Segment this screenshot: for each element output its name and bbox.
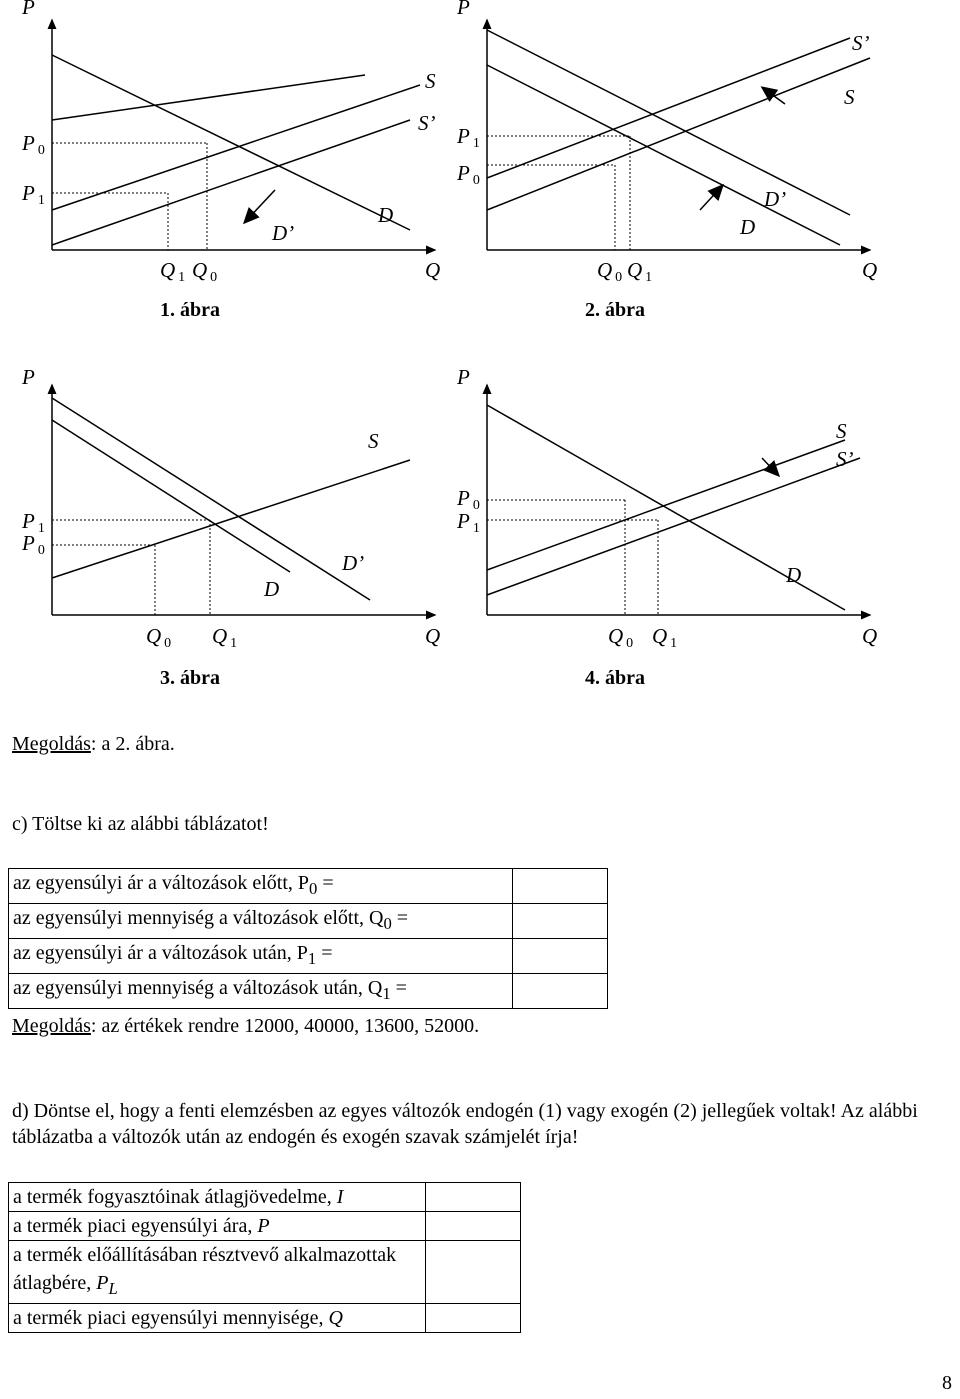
supply-curve — [487, 58, 870, 210]
d-label: D — [740, 215, 756, 239]
table-row — [9, 1212, 521, 1241]
demand-curve-shifted — [52, 398, 370, 600]
q0-label: Q 0 — [597, 258, 623, 285]
row-question: a termék fogyasztóinak átlagjövedelme, I — [9, 1183, 426, 1212]
task-d: d) Döntse el, hogy a fenti elemzésben az egyes változók endogén (1) vagy exogén (2) jellegűek voltak! Az alábbi táblázatba a változók után az endogén és exogén szavak számjelét írja! — [12, 1100, 918, 1148]
figure-caption: 3. ábra — [160, 667, 220, 689]
answer-cell[interactable] — [426, 1241, 521, 1304]
task-c: c) Töltse ki az alábbi táblázatot! — [12, 813, 269, 835]
variables-table — [8, 1182, 521, 1333]
table-row — [9, 904, 608, 939]
page-number: 8 — [942, 1372, 952, 1394]
d-label: D — [378, 203, 394, 227]
answer-cell[interactable] — [426, 1183, 521, 1212]
answer-cell[interactable] — [426, 1212, 521, 1241]
d-prime-label: D’ — [272, 221, 295, 245]
p1-label: P 1 — [22, 181, 45, 208]
figure-3 — [21, 365, 440, 689]
q1-label: Q 1 — [652, 624, 678, 651]
q0-label: Q 0 — [146, 624, 172, 651]
demand-curve — [52, 420, 290, 572]
p-axis-label: P — [457, 365, 470, 389]
shift-arrow — [762, 458, 778, 475]
supply-curve-shifted — [487, 458, 860, 595]
table-row — [9, 939, 608, 974]
p-axis-label: P — [22, 0, 35, 19]
supply-curve-shifted — [52, 120, 410, 245]
supply-curve — [52, 85, 420, 210]
d-label: D — [264, 577, 280, 601]
figure-caption: 4. ábra — [585, 667, 645, 689]
solution-label: Megoldás — [12, 733, 91, 755]
row-question: a termék piaci egyensúlyi mennyisége, Q — [9, 1304, 426, 1333]
d-label: D — [786, 563, 802, 587]
p-axis-label: P — [22, 365, 35, 389]
row-question: az egyensúlyi ár a változások után, $P_1$ = — [9, 939, 513, 974]
table-row — [9, 1183, 521, 1212]
demand-curve-shifted — [487, 30, 850, 215]
table-row — [9, 974, 608, 1009]
s-label: S — [844, 85, 855, 109]
p1-label: P 1 — [457, 509, 480, 536]
d-prime-label: D’ — [764, 187, 787, 211]
row-question: a termék előállításában résztvevő alkalmazottak átlagbére, $P_L$ — [9, 1241, 426, 1304]
figure-1 — [21, 0, 440, 321]
row-question: az egyensúlyi mennyiség a változások előtt, $Q_0$ = — [9, 904, 513, 939]
figure-2 — [456, 0, 877, 321]
shift-arrow — [245, 190, 275, 222]
q0-label: Q 0 — [192, 258, 218, 285]
s-label: S — [368, 429, 379, 453]
shift-arrow-supply — [763, 88, 785, 104]
p1-label: P 1 — [22, 509, 45, 536]
q-axis-label: Q — [425, 624, 441, 648]
q-axis-label: Q — [862, 258, 878, 282]
d-prime-label: D’ — [342, 551, 365, 575]
table-row — [9, 1241, 521, 1304]
q0-label: Q 0 — [608, 624, 634, 651]
p0-label: P 0 — [22, 531, 45, 558]
q1-label: Q 1 — [212, 624, 238, 651]
row-question: az egyensúlyi ár a változások előtt, $P_0$ = — [9, 869, 513, 904]
table-row — [9, 869, 608, 904]
s-label: S — [425, 69, 436, 93]
p0-label: P 0 — [457, 486, 480, 513]
solution-paragraph-2 — [12, 1014, 479, 1038]
answer-cell[interactable] — [513, 974, 608, 1009]
demand-curve — [487, 65, 840, 245]
equilibrium-table — [8, 868, 608, 1009]
demand-curve-shifted — [52, 75, 365, 120]
p0-label: P 0 — [457, 161, 480, 188]
s-prime-label: S’ — [418, 111, 436, 135]
supply-curve — [487, 440, 845, 570]
s-prime-label: S’ — [852, 31, 870, 55]
p1-label: P 1 — [457, 124, 480, 151]
p0-label: P 0 — [22, 131, 45, 158]
answer-cell[interactable] — [426, 1304, 521, 1333]
row-question: az egyensúlyi mennyiség a változások után, $Q_1$ = — [9, 974, 513, 1009]
table-row — [9, 1304, 521, 1333]
q-axis-label: Q — [425, 258, 441, 282]
solution-label: Megoldás — [12, 1015, 91, 1037]
s-prime-label: S’ — [836, 447, 854, 471]
p-axis-label: P — [457, 0, 470, 19]
row-question: a termék piaci egyensúlyi ára, P — [9, 1212, 426, 1241]
figure-4 — [456, 365, 877, 689]
figure-caption: 1. ábra — [160, 299, 220, 321]
q-axis-label: Q — [862, 624, 878, 648]
solution-text: : a 2. ábra. — [90, 733, 175, 755]
s-label: S — [836, 419, 847, 443]
answer-cell[interactable] — [513, 904, 608, 939]
q1-label: Q 1 — [160, 258, 186, 285]
shift-arrow-demand — [700, 186, 722, 210]
q1-label: Q 1 — [627, 258, 653, 285]
answer-cell[interactable] — [513, 939, 608, 974]
solution-paragraph-1 — [12, 732, 175, 756]
answer-cell[interactable] — [513, 869, 608, 904]
solution-text: : az értékek rendre 12000, 40000, 13600, 52000. — [90, 1015, 480, 1037]
figure-caption: 2. ábra — [585, 299, 645, 321]
